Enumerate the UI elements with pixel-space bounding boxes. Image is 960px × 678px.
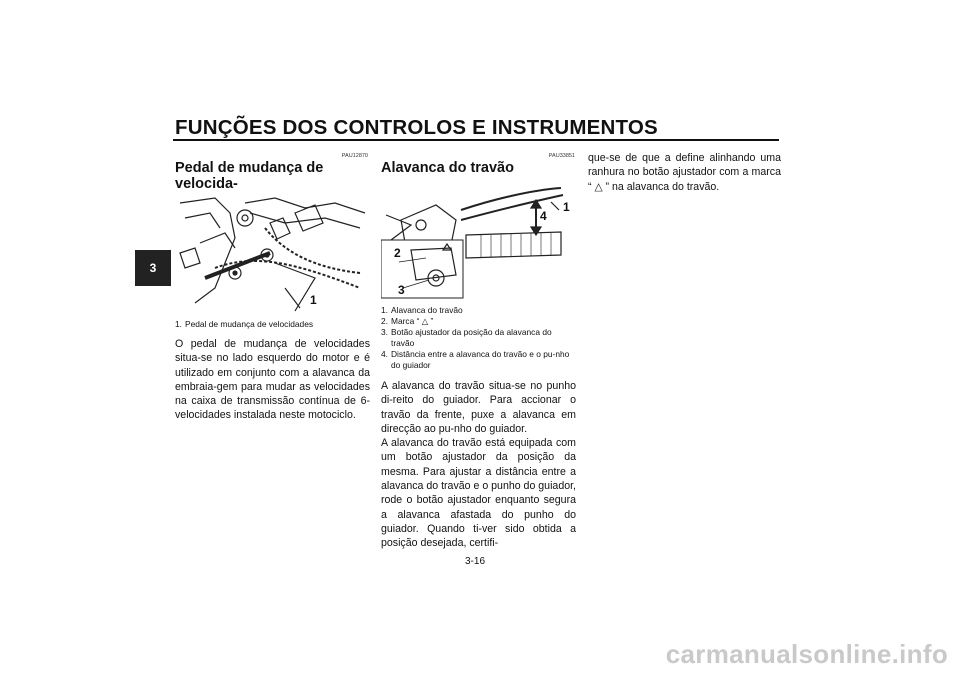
chapter-tab: 3 [135, 250, 171, 286]
caption-item: 3. Botão ajustador da posição da alavanca do travão [381, 327, 552, 348]
watermark: carmanualsonline.info [665, 639, 948, 669]
figure-callout-1: 1 [563, 200, 570, 214]
page-title: FUNÇÕES DOS CONTROLOS E INSTRUMENTOS [175, 116, 658, 139]
shift-pedal-figure [175, 193, 368, 313]
figure-caption [381, 305, 576, 371]
header-rule [173, 139, 779, 141]
figure-caption [175, 319, 370, 330]
section-code: PAU12870 [341, 153, 368, 159]
body-text-shift-pedal: O pedal de mudança de velocidades situa-se no lado esquerdo do motor e é utilizado em conjunto com a alavanca da embraia-gem para mudar as velocidades na caixa de transmissão contínua de 6-velocidades instalada neste motociclo. [175, 338, 370, 422]
body-text-continued: que-se de que a define alinhando uma ranhura no botão ajustador com a marca “ △ ” na alavanca do travão. [588, 152, 781, 193]
brake-lever-illustration [381, 180, 574, 300]
caption-item: 1. Pedal de mudança de velocidades [175, 319, 314, 329]
section-title-shift-pedal: Pedal de mudança de velocida- [175, 160, 324, 192]
figure-callout: 1 [310, 293, 317, 307]
caption-item: 2. Marca “ △ ” [381, 316, 434, 326]
caption-item: 1. Alavanca do travão [381, 305, 463, 315]
section-title-brake-lever: Alavanca do travão [381, 160, 514, 176]
caption-item: 4. Distância entre a alavanca do travão e o pu-nho do guiador [381, 349, 570, 370]
shift-pedal-illustration [175, 193, 368, 313]
section-code: PAU33851 [548, 153, 575, 159]
figure-callout-4: 4 [540, 209, 547, 223]
body-text-brake-lever: A alavanca do travão situa-se no punho di-reito do guiador. Para accionar o travão da frente, puxe a alavanca em direcção ao pu-nho do guiador. A alavanca do travão está equipada com um botão ajustador da posição da mesma. Para ajustar a distância entre a alavanca do travão e o punho do guiador, rode o botão ajustador enquanto segura a alavanca afastada do punho do guiador. Quando ti-ver sido obtida a posição desejada, certifi- [381, 380, 576, 550]
brake-lever-figure [381, 180, 574, 300]
page-number: 3-16 [465, 556, 486, 567]
figure-callout-2: 2 [394, 246, 401, 260]
figure-callout-3: 3 [398, 283, 405, 297]
